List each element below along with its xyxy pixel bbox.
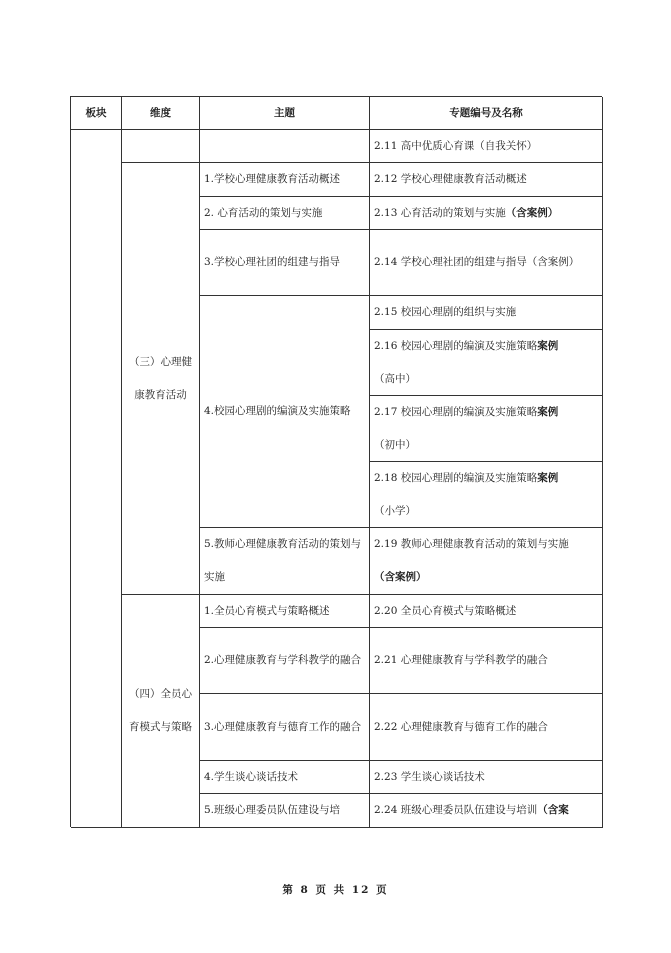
- subject-note: 案例: [537, 405, 559, 418]
- header-subject-label: 专题编号及名称: [449, 106, 523, 119]
- subject-text: 2.12 学校心理健康教育活动概述: [374, 173, 527, 185]
- subject-cell: [370, 694, 603, 761]
- dimension-cell-empty: [122, 130, 200, 163]
- subject-text: 2.13 心育活动的策划与实施: [374, 206, 506, 219]
- subject-cell: [370, 595, 603, 628]
- subject-level: （小学）: [374, 504, 416, 517]
- header-topic: [200, 97, 370, 130]
- header-block: [71, 97, 122, 130]
- header-block-label: 板块: [85, 106, 107, 119]
- topic-cell: [200, 595, 370, 628]
- subject-note: （含案例）: [374, 571, 427, 583]
- subject-level: （高中）: [374, 372, 416, 385]
- subject-cell: [370, 462, 603, 528]
- subject-text: 2.11 高中优质心育课（自我关怀）: [374, 139, 538, 152]
- subject-text: 2.24 班级心理委员队伍建设与培训: [374, 804, 538, 816]
- subject-cell: [370, 761, 603, 794]
- subject-cell: [370, 528, 603, 595]
- topic-cell: [200, 794, 370, 828]
- topic-cell: [200, 296, 370, 528]
- subject-note: （含案: [537, 804, 569, 816]
- topic-cell: [200, 761, 370, 794]
- topic-label: 2. 心育活动的策划与实施: [204, 206, 323, 219]
- page-number: 第 8 页 共 12 页: [282, 884, 389, 896]
- subject-text: 2.14 学校心理社团的组建与指导（含案例）: [374, 256, 580, 268]
- topic-label: 4.学生谈心谈话技术: [204, 770, 299, 783]
- topic-label: 5.教师心理健康教育活动的策划与实施: [204, 538, 362, 583]
- subject-cell: [370, 330, 603, 396]
- topic-label: 3.心理健康教育与德育工作的融合: [204, 720, 362, 733]
- topic-cell: [200, 163, 370, 197]
- topic-cell: [200, 694, 370, 761]
- subject-text: 2.19 教师心理健康教育活动的策划与实施: [374, 538, 569, 550]
- header-subject: [370, 97, 603, 130]
- subject-cell: [370, 130, 603, 163]
- subject-cell: [370, 794, 603, 828]
- header-topic-label: 主题: [274, 106, 295, 119]
- topic-label: 1.全员心育模式与策略概述: [204, 604, 330, 617]
- subject-level: （初中）: [374, 438, 416, 451]
- dimension-label: （三）心理健康教育活动: [129, 355, 192, 401]
- topic-label: 5.班级心理委员队伍建设与培: [204, 804, 341, 816]
- curriculum-table: [70, 96, 602, 827]
- dimension-cell: [122, 595, 200, 828]
- topic-cell: [200, 628, 370, 694]
- subject-cell: [370, 230, 603, 296]
- subject-cell: [370, 396, 603, 462]
- subject-cell: [370, 163, 603, 197]
- topic-cell: [200, 197, 370, 230]
- header-dimension-label: 维度: [150, 106, 171, 119]
- subject-note: 案例: [537, 339, 559, 352]
- subject-cell: [370, 197, 603, 230]
- topic-label: 1.学校心理健康教育活动概述: [204, 173, 341, 185]
- topic-cell-empty: [200, 130, 370, 163]
- subject-text: 2.15 校园心理剧的组织与实施: [374, 306, 517, 318]
- subject-text: 2.22 心理健康教育与德育工作的融合: [374, 720, 548, 733]
- header-dimension: [122, 97, 200, 130]
- subject-note: 案例: [537, 471, 559, 484]
- subject-text: 2.17 校园心理剧的编演及实施策略: [374, 405, 538, 418]
- topic-cell: [200, 528, 370, 595]
- topic-label: 2.心理健康教育与学科教学的融合: [204, 654, 362, 666]
- dimension-cell: [122, 163, 200, 595]
- subject-cell: [370, 296, 603, 330]
- topic-cell: [200, 230, 370, 296]
- subject-text: 2.18 校园心理剧的编演及实施策略: [374, 471, 538, 484]
- subject-text: 2.16 校园心理剧的编演及实施策略: [374, 339, 538, 352]
- block-cell: [71, 130, 122, 828]
- subject-text: 2.23 学生谈心谈话技术: [374, 770, 485, 783]
- subject-note: （含案例）: [505, 206, 559, 219]
- topic-label: 3.学校心理社团的组建与指导: [204, 256, 341, 268]
- subject-text: 2.21 心理健康教育与学科教学的融合: [374, 654, 548, 666]
- subject-text: 2.20 全员心育模式与策略概述: [374, 604, 517, 617]
- subject-cell: [370, 628, 603, 694]
- topic-label: 4.校园心理剧的编演及实施策略: [204, 405, 351, 417]
- dimension-label: （四）全员心育模式与策略: [129, 688, 192, 733]
